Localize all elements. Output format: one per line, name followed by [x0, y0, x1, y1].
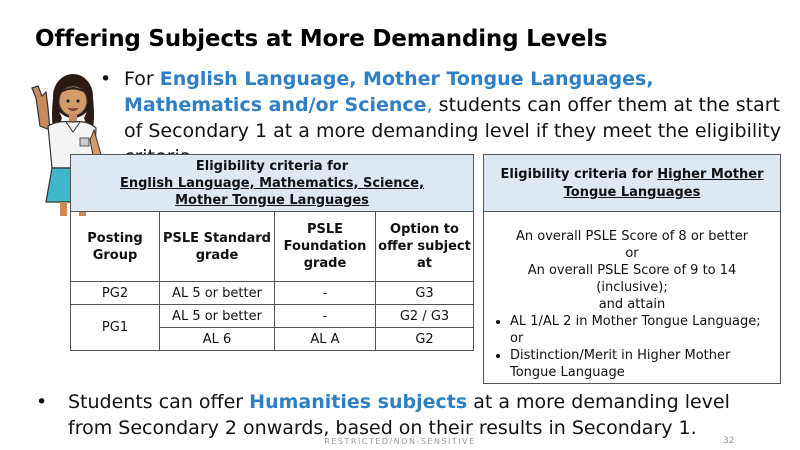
table-row — [71, 305, 474, 328]
col-header-foundation-grade: PSLE Foundation grade — [275, 212, 376, 282]
cell-option: G2 / G3 — [376, 305, 474, 328]
criteria-or: or — [510, 331, 524, 346]
cell-standard: AL 6 — [160, 328, 275, 351]
slide-title: Offering Subjects at More Demanding Levels — [35, 26, 608, 52]
cell-standard: AL 5 or better — [160, 305, 275, 328]
criteria-item: AL 1/AL 2 in Mother Tongue Language; — [510, 314, 761, 329]
box-header-prefix: Eligibility criteria for — [500, 167, 658, 182]
table-header — [71, 155, 474, 212]
bullet-rest: at a more demanding level from Secondary 2 onwards, based on their results in Secondary 1. — [68, 391, 730, 439]
cell-option: G2 — [376, 328, 474, 351]
bullet-dot: • — [36, 391, 48, 413]
list-item — [510, 313, 772, 347]
eligibility-box-higher-mtl — [483, 154, 781, 384]
box-header-underlined: Higher Mother Tongue Languages — [563, 167, 764, 200]
cell-foundation: - — [275, 282, 376, 305]
criteria-and-attain: and attain — [598, 297, 666, 312]
cell-group: PG1 — [71, 305, 160, 351]
col-header-posting-group: Posting Group — [71, 212, 160, 282]
eligibility-table-el-math-sci-mtl — [70, 154, 474, 351]
col-header-option: Option to offer subject at — [376, 212, 474, 282]
bullet-prefix: For — [124, 68, 160, 90]
cell-group: PG2 — [71, 282, 160, 305]
cell-foundation: AL A — [275, 328, 376, 351]
criteria-or: or — [625, 246, 639, 261]
list-item: • Distinction/Merit in Higher Mother Tongue Language — [510, 347, 772, 381]
box-body — [484, 212, 780, 381]
box-header — [484, 155, 780, 212]
classification-footer: RESTRICTED/NON-SENSITIVE — [324, 437, 476, 446]
criteria-line: An overall PSLE Score of 9 to 14 (inclusive); — [527, 263, 737, 295]
cell-standard: AL 5 or better — [160, 282, 275, 305]
cell-option: G3 — [376, 282, 474, 305]
table-row — [71, 282, 474, 305]
highlighted-humanities: Humanities subjects — [249, 391, 468, 413]
bullet-text — [68, 389, 778, 441]
criteria-list — [492, 313, 772, 381]
criteria-line: An overall PSLE Score of 8 or better — [515, 229, 749, 244]
bullet-prefix: Students can offer — [68, 391, 250, 413]
highlighted-subjects: English Language, Mother Tongue Languages, Mathematics and/or Science — [124, 68, 654, 116]
bullet-dot: • — [100, 68, 112, 90]
table-header-line3: Mother Tongue Languages — [175, 192, 369, 208]
table-header-line1: Eligibility criteria for — [195, 158, 349, 174]
highlight-comma: , — [426, 94, 433, 116]
cell-foundation: - — [275, 305, 376, 328]
bullet-rest: students can offer them at the start of Secondary 1 at a more demanding level if they meet the eligibility — [124, 94, 782, 142]
col-header-standard-grade: PSLE Standard grade — [160, 212, 275, 282]
table-header-line2: English Language, Mathematics, Science, — [119, 175, 425, 191]
page-number: 32 — [723, 436, 735, 446]
